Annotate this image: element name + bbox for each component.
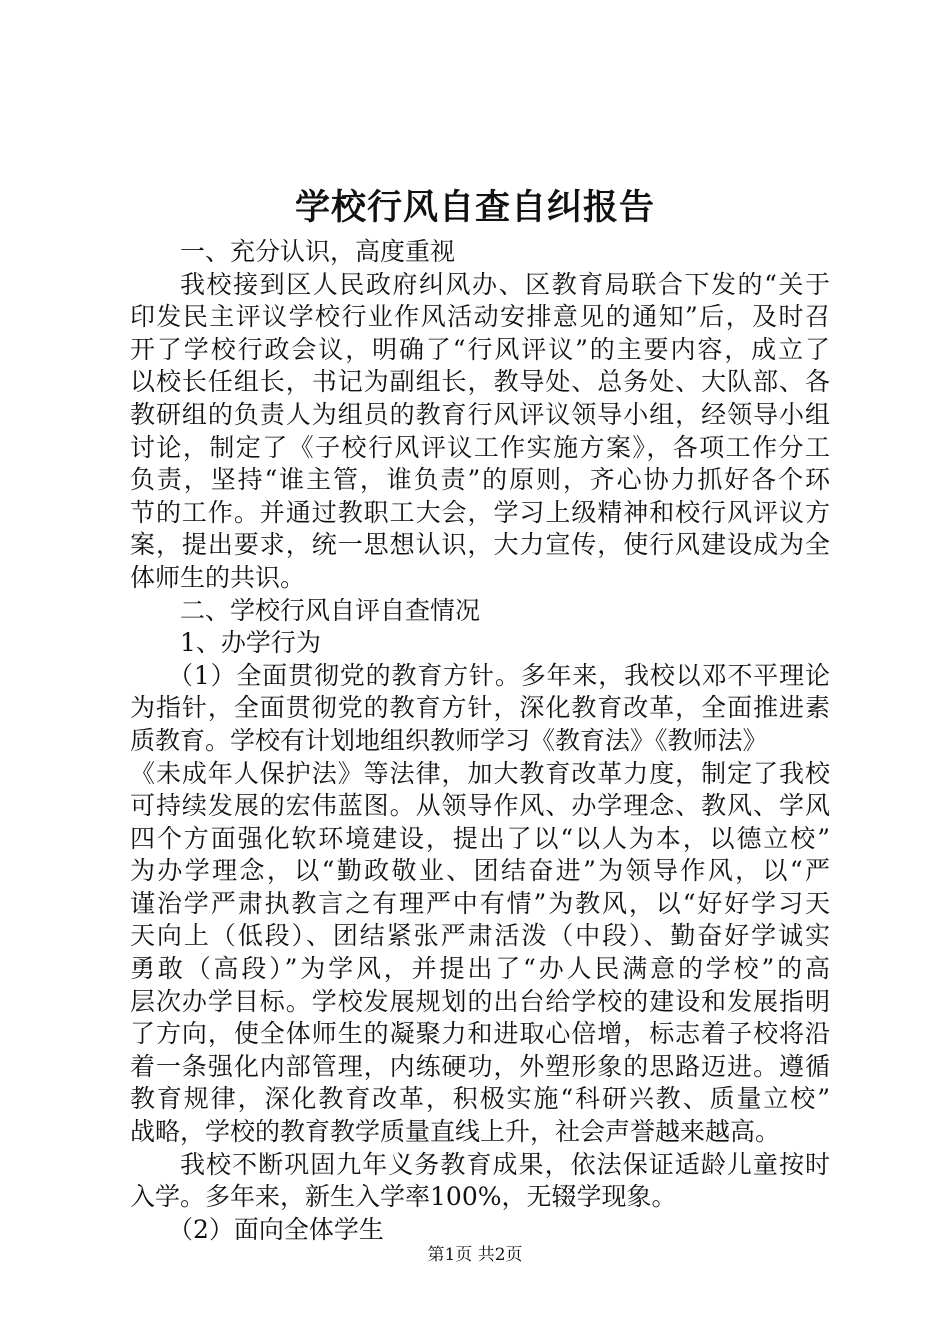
paragraph-line: 可持续发展的宏伟蓝图。从领导作风、办学理念、教风、学风 [130,791,830,821]
paragraph-line: 讨论，制定了《子校行风评议工作实施方案》，各项工作分工 [130,432,830,462]
paragraph-line: 印发民主评议学校行业作风活动安排意见的通知”后，及时召 [130,302,830,332]
paragraph-line: 为指针，全面贯彻党的教育方针，深化教育改革，全面推进素 [130,693,830,723]
paragraph-line: 四个方面强化软环境建设，提出了以“以人为本，以德立校” [130,823,830,853]
subsection-heading: （2）面向全体学生 [168,1214,384,1244]
document-body [130,236,830,1246]
paragraph-line: 战略，学校的教育教学质量直线上升，社会声誉越来越高。 [130,1117,781,1147]
paragraph-line: 以校长任组长，书记为副组长，教导处、总务处、大队部、各 [130,367,830,397]
paragraph-line: 开了学校行政会议，明确了“行风评议”的主要内容，成立了 [130,334,830,364]
document-title: 学校行风自查自纠报告 [294,187,655,228]
paragraph-line: （1）全面贯彻党的教育方针。多年来，我校以邓不平理论 [168,660,830,690]
paragraph-line: 勇敢（高段）”为学风，并提出了“办人民满意的学校”的高 [130,954,830,984]
paragraph-line: 谨治学严肃执教言之有理严中有情”为教风，以“好好学习天 [130,888,830,918]
paragraph-line: 了方向，使全体师生的凝聚力和进取心倍增，标志着子校将沿 [130,1019,830,1049]
paragraph-line: 入学。多年来，新生入学率100%，无辍学现象。 [130,1182,677,1212]
paragraph-line: 我校不断巩固九年义务教育成果，依法保证适龄儿童按时 [180,1149,830,1179]
paragraph-line: 节的工作。并通过教职工大会，学习上级精神和校行风评议方 [130,497,830,527]
paragraph-line: 着一条强化内部管理，内练硬功，外塑形象的思路迈进。遵循 [130,1051,830,1081]
paragraph-line: 教研组的负责人为组员的教育行风评议领导小组，经领导小组 [130,399,830,429]
paragraph-line: 层次办学目标。学校发展规划的出台给学校的建设和发展指明 [130,986,830,1016]
paragraph-line: 教育规律，深化教育改革，积极实施“科研兴教、质量立校” [130,1084,830,1114]
paragraph-line: 为办学理念，以“勤政敬业、团结奋进”为领导作风，以“严 [130,856,830,886]
section-heading: 二、学校行风自评自查情况 [180,595,481,625]
paragraph-line: 负责，坚持“谁主管，谁负责”的原则，齐心协力抓好各个环 [130,465,830,495]
page-footer: 第1页 共2页 [427,1245,523,1265]
paragraph-line: 质教育。学校有计划地组织教师学习《教育法》《教师法》 [130,725,768,755]
subsection-heading: 1、办学行为 [180,628,321,658]
paragraph-line: 案，提出要求，统一思想认识，大力宣传，使行风建设成为全 [130,530,830,560]
paragraph-line: 天向上（低段）、团结紧张严肃活泼（中段）、勤奋好学诚实 [130,921,830,951]
paragraph-line: 《未成年人保护法》等法律，加大教育改革力度，制定了我校 [130,758,830,788]
paragraph-line: 我校接到区人民政府纠风办、区教育局联合下发的“关于 [180,269,830,299]
section-heading: 一、充分认识，高度重视 [180,237,456,266]
paragraph-line: 体师生的共识。 [130,562,306,592]
